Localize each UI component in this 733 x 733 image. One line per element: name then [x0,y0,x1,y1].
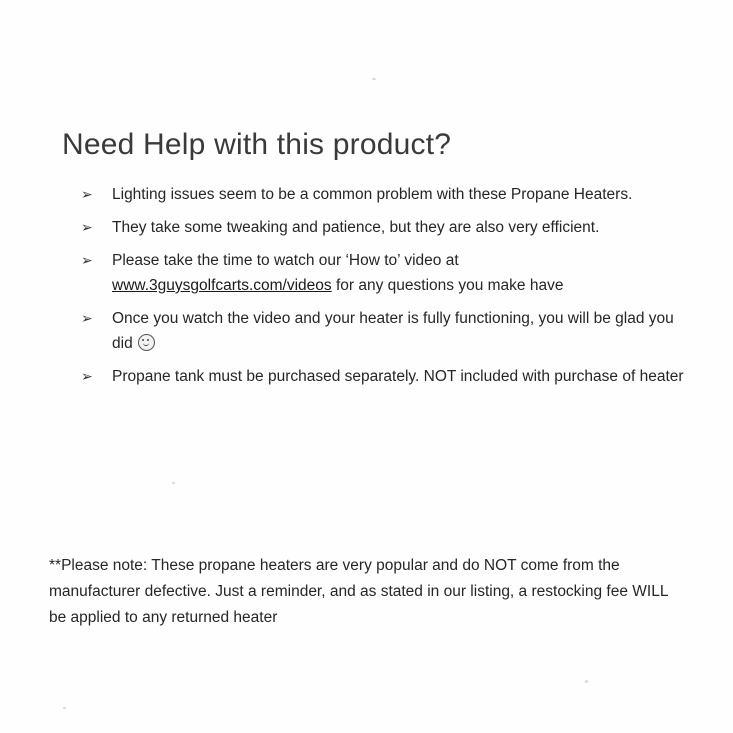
scan-speckle [585,680,588,683]
list-item-label: They take some tweaking and patience, but they are also very efficient. [112,219,600,236]
list-item-label: Lighting issues seem to be a common problem with these Propane Heaters. [112,186,633,203]
list-item-lighting-issues [78,182,698,207]
arrow-bullet-icon: ➢ [81,186,93,202]
list-item-label: Propane tank must be purchased separately. NOT included with purchase of heater [112,368,684,385]
arrow-bullet-icon: ➢ [81,252,93,268]
arrow-bullet-icon: ➢ [81,310,93,326]
list-item-tweaking-patience [78,215,698,240]
please-note-paragraph: **Please note: These propane heaters are very popular and do NOT come from the manufacturer defective. Just a reminder, and as stated in our listing, a restocking fee WILL be applied to any returned heater [49,556,668,626]
scan-speckle [172,482,175,484]
page-title: Need Help with this product? [62,128,452,162]
list-item-label-suffix: for any questions you make have [335,277,564,294]
list-item-propane-tank [78,364,698,389]
smiley-face-icon [138,334,155,351]
list-item-glad-you-did [78,306,698,356]
list-item-label: Once you watch the video and your heater is fully functioning, you will be glad you did [112,310,674,352]
arrow-bullet-icon: ➢ [81,219,93,235]
list-item-how-to-video [78,248,698,298]
arrow-bullet-icon: ➢ [81,368,93,384]
scan-speckle [63,707,66,709]
help-bullet-list [78,182,698,397]
scan-speckle [372,78,376,80]
list-item-label: Please take the time to watch our ‘How to’ video at [112,252,459,269]
videos-link[interactable]: www.3guysgolfcarts.com/videos [112,277,332,294]
